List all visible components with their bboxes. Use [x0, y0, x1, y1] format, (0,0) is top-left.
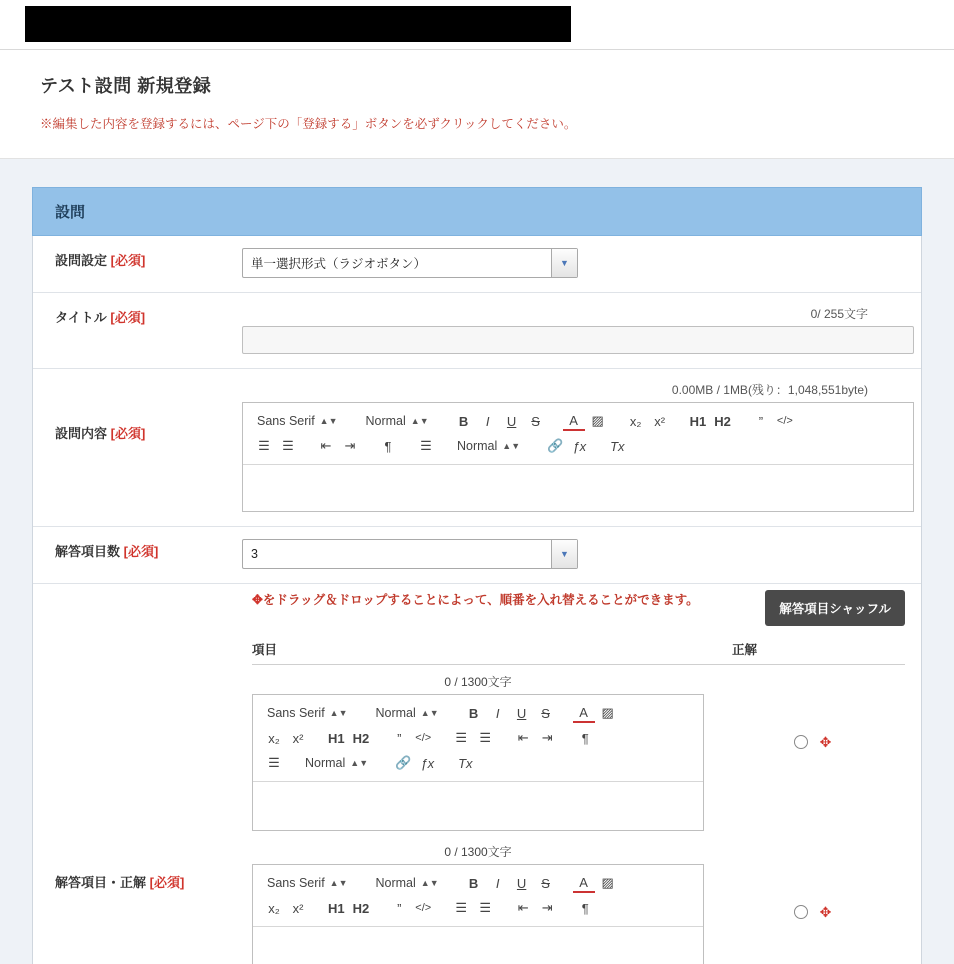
- font-family-picker[interactable]: [253, 411, 346, 431]
- text-color-icon[interactable]: A: [563, 411, 585, 431]
- answer-2-drag-handle-icon[interactable]: ✥: [819, 904, 832, 920]
- outdent-icon[interactable]: ⇤: [320, 438, 332, 453]
- label-content-text: 設問内容: [55, 426, 108, 441]
- blockquote-icon[interactable]: ”: [758, 413, 764, 429]
- required-mark: [必須]: [110, 426, 146, 441]
- chevron-down-icon[interactable]: ▼: [551, 540, 577, 568]
- answer-2-editor-body[interactable]: [253, 927, 703, 964]
- heading-2-icon[interactable]: H2: [352, 900, 370, 916]
- answer-count-value: 3: [251, 547, 258, 561]
- main-content: [0, 159, 954, 964]
- answer-2-rich-text-editor[interactable]: [252, 864, 704, 964]
- answer-1-rich-text-editor[interactable]: [252, 694, 704, 831]
- answer-row-1: [238, 665, 921, 835]
- label-content: [33, 369, 238, 526]
- link-icon[interactable]: 🔗: [547, 438, 564, 453]
- title-char-counter: 0/ 255文字: [810, 307, 868, 321]
- formula-icon[interactable]: ƒx: [572, 438, 587, 454]
- background-color-icon[interactable]: ▨: [591, 413, 604, 428]
- background-color-icon[interactable]: ▨: [601, 705, 614, 720]
- text-direction-icon[interactable]: ¶: [581, 900, 589, 916]
- required-mark: [必須]: [123, 544, 159, 559]
- subscript-icon[interactable]: x₂: [629, 413, 642, 429]
- answer-1-editor-body[interactable]: [253, 782, 703, 830]
- underline-icon[interactable]: U: [516, 705, 527, 721]
- heading-1-icon[interactable]: H1: [328, 730, 345, 746]
- bold-icon[interactable]: B: [458, 413, 469, 429]
- font-family-picker[interactable]: [263, 703, 356, 723]
- label-title: [33, 293, 238, 368]
- outdent-icon[interactable]: ⇤: [517, 730, 529, 745]
- row-content: [33, 369, 921, 527]
- block-format-value: Normal: [305, 756, 346, 770]
- chevron-updown-icon: ▲▼: [410, 415, 429, 426]
- clear-format-icon[interactable]: Tx: [458, 755, 473, 771]
- answer-2-correct-radio[interactable]: [794, 905, 808, 919]
- top-bar: [0, 0, 954, 50]
- heading-1-icon[interactable]: H1: [689, 413, 707, 429]
- label-question-setting: [33, 236, 238, 292]
- bullet-list-icon[interactable]: ☰: [282, 438, 294, 453]
- content-size-counter: 0.00MB / 1MB(残り：1,048,551byte): [671, 383, 868, 397]
- superscript-icon[interactable]: x²: [292, 900, 304, 916]
- bullet-list-icon[interactable]: ☰: [479, 730, 492, 745]
- heading-2-icon[interactable]: H2: [714, 413, 731, 429]
- required-mark: [必須]: [110, 310, 146, 325]
- answer-1-editor-toolbar: [253, 695, 703, 782]
- strikethrough-icon[interactable]: S: [531, 413, 540, 429]
- answer-1-drag-handle-icon[interactable]: ✥: [819, 734, 832, 750]
- strikethrough-icon[interactable]: S: [541, 705, 550, 721]
- font-size-picker[interactable]: [372, 873, 447, 893]
- italic-icon[interactable]: I: [485, 413, 490, 429]
- question-setting-value: 単一選択形式（ラジオボタン）: [251, 257, 427, 271]
- row-question-setting: [33, 236, 921, 293]
- clear-format-icon[interactable]: Tx: [610, 438, 625, 454]
- subscript-icon[interactable]: x₂: [268, 730, 280, 746]
- dnd-note-text: をドラッグ＆ドロップすることによって、順番を入れ替えることができます。: [262, 593, 699, 607]
- strikethrough-icon[interactable]: S: [541, 875, 550, 891]
- background-color-icon[interactable]: ▨: [601, 875, 614, 890]
- font-size-picker[interactable]: [372, 703, 447, 723]
- text-color-icon[interactable]: A: [573, 873, 595, 893]
- field-question-setting: [238, 236, 921, 292]
- code-block-icon[interactable]: </>: [776, 415, 793, 427]
- field-answers: [238, 584, 921, 964]
- page-header: [0, 50, 954, 159]
- content-editor-body[interactable]: [243, 465, 913, 511]
- answer-1-char-counter: 0 / 1300文字: [444, 675, 512, 689]
- bold-icon[interactable]: B: [468, 705, 479, 721]
- code-block-icon[interactable]: </>: [415, 732, 432, 744]
- question-form-panel: [32, 236, 922, 964]
- font-family-picker[interactable]: [263, 873, 356, 893]
- block-format-picker[interactable]: [301, 753, 376, 773]
- field-content: [238, 369, 930, 526]
- chevron-updown-icon: ▲▼: [420, 877, 439, 888]
- italic-icon[interactable]: I: [495, 705, 500, 721]
- font-family-value: Sans Serif: [267, 706, 325, 720]
- block-format-picker[interactable]: [453, 436, 528, 456]
- underline-icon[interactable]: U: [516, 875, 527, 891]
- field-title: [238, 293, 930, 368]
- font-size-value: Normal: [375, 876, 416, 890]
- block-format-value: Normal: [457, 439, 498, 453]
- label-title-text: タイトル: [55, 310, 107, 325]
- ordered-list-icon[interactable]: ☰: [258, 438, 270, 453]
- label-answer-count: [33, 527, 238, 583]
- font-family-value: Sans Serif: [267, 876, 325, 890]
- text-direction-icon[interactable]: ¶: [581, 730, 589, 746]
- bold-icon[interactable]: B: [468, 875, 479, 891]
- code-block-icon[interactable]: </>: [415, 902, 432, 914]
- label-answer-count-text: 解答項目数: [55, 544, 121, 559]
- dnd-note: [252, 590, 722, 610]
- label-question-setting-text: 設問設定: [55, 253, 108, 268]
- question-setting-select[interactable]: [242, 248, 578, 278]
- ordered-list-icon[interactable]: ☰: [455, 900, 468, 915]
- answer-2-editor-toolbar: [253, 865, 703, 927]
- row-answers: [33, 584, 921, 964]
- indent-icon[interactable]: ⇥: [541, 900, 553, 915]
- answer-row-2: [238, 835, 921, 964]
- link-icon[interactable]: 🔗: [395, 755, 412, 770]
- chevron-updown-icon: ▲▼: [329, 877, 348, 888]
- answer-2-correct-cell: [704, 843, 921, 919]
- heading-1-icon[interactable]: H1: [328, 900, 345, 916]
- align-icon[interactable]: ☰: [420, 438, 432, 453]
- content-editor-toolbar: [243, 403, 913, 465]
- italic-icon[interactable]: I: [495, 875, 500, 891]
- answer-2-char-counter: 0 / 1300文字: [444, 845, 512, 859]
- text-color-icon[interactable]: A: [573, 703, 595, 723]
- chevron-updown-icon: ▲▼: [350, 757, 369, 768]
- indent-icon[interactable]: ⇥: [541, 730, 553, 745]
- page-note: ※編集した内容を登録するには、ページ下の「登録する」ボタンを必ずクリックしてください。: [40, 117, 577, 131]
- column-header-item: 項目: [252, 643, 278, 657]
- superscript-icon[interactable]: x²: [292, 730, 304, 746]
- chevron-down-icon[interactable]: ▼: [551, 249, 577, 277]
- blockquote-icon[interactable]: ”: [397, 900, 402, 916]
- chevron-updown-icon: ▲▼: [329, 707, 348, 718]
- content-rich-text-editor[interactable]: [242, 402, 914, 512]
- font-size-value: Normal: [365, 414, 406, 428]
- move-handle-icon: ✥: [252, 592, 263, 607]
- label-answers-text: 解答項目・正解: [55, 875, 147, 890]
- answer-1-correct-cell: [704, 673, 921, 749]
- superscript-icon[interactable]: x²: [654, 413, 666, 429]
- bullet-list-icon[interactable]: ☰: [479, 900, 492, 915]
- row-answer-count: [33, 527, 921, 584]
- answer-1-correct-radio[interactable]: [794, 735, 808, 749]
- blockquote-icon[interactable]: ”: [397, 730, 402, 746]
- column-header-correct: 正解: [732, 643, 758, 657]
- required-mark: [必須]: [110, 253, 146, 268]
- dnd-instruction-bar: [238, 584, 921, 636]
- field-answer-count: [238, 527, 921, 583]
- required-mark: [必須]: [149, 875, 185, 890]
- row-title: [33, 293, 921, 369]
- font-size-picker[interactable]: [362, 411, 437, 431]
- outdent-icon[interactable]: ⇤: [517, 900, 529, 915]
- chevron-updown-icon: ▲▼: [502, 440, 521, 451]
- text-direction-icon[interactable]: ¶: [384, 438, 392, 454]
- panel-heading: 設問: [32, 187, 922, 236]
- align-icon[interactable]: ☰: [268, 755, 280, 770]
- chevron-updown-icon: ▲▼: [319, 415, 338, 426]
- ordered-list-icon[interactable]: ☰: [455, 730, 468, 745]
- formula-icon[interactable]: ƒx: [420, 755, 435, 771]
- indent-icon[interactable]: ⇥: [344, 438, 356, 453]
- chevron-updown-icon: ▲▼: [420, 707, 439, 718]
- answer-count-select[interactable]: [242, 539, 578, 569]
- subscript-icon[interactable]: x₂: [268, 900, 280, 916]
- answers-column-headers: [252, 636, 905, 665]
- heading-2-icon[interactable]: H2: [352, 730, 370, 746]
- font-size-value: Normal: [375, 706, 416, 720]
- underline-icon[interactable]: U: [506, 413, 517, 429]
- page-title: テスト設問 新規登録: [40, 76, 212, 96]
- label-answers: [33, 584, 238, 964]
- title-input[interactable]: [242, 326, 914, 354]
- redacted-logo-banner: [25, 6, 571, 42]
- shuffle-answers-button[interactable]: 解答項目シャッフル: [765, 590, 905, 626]
- font-family-value: Sans Serif: [257, 414, 315, 428]
